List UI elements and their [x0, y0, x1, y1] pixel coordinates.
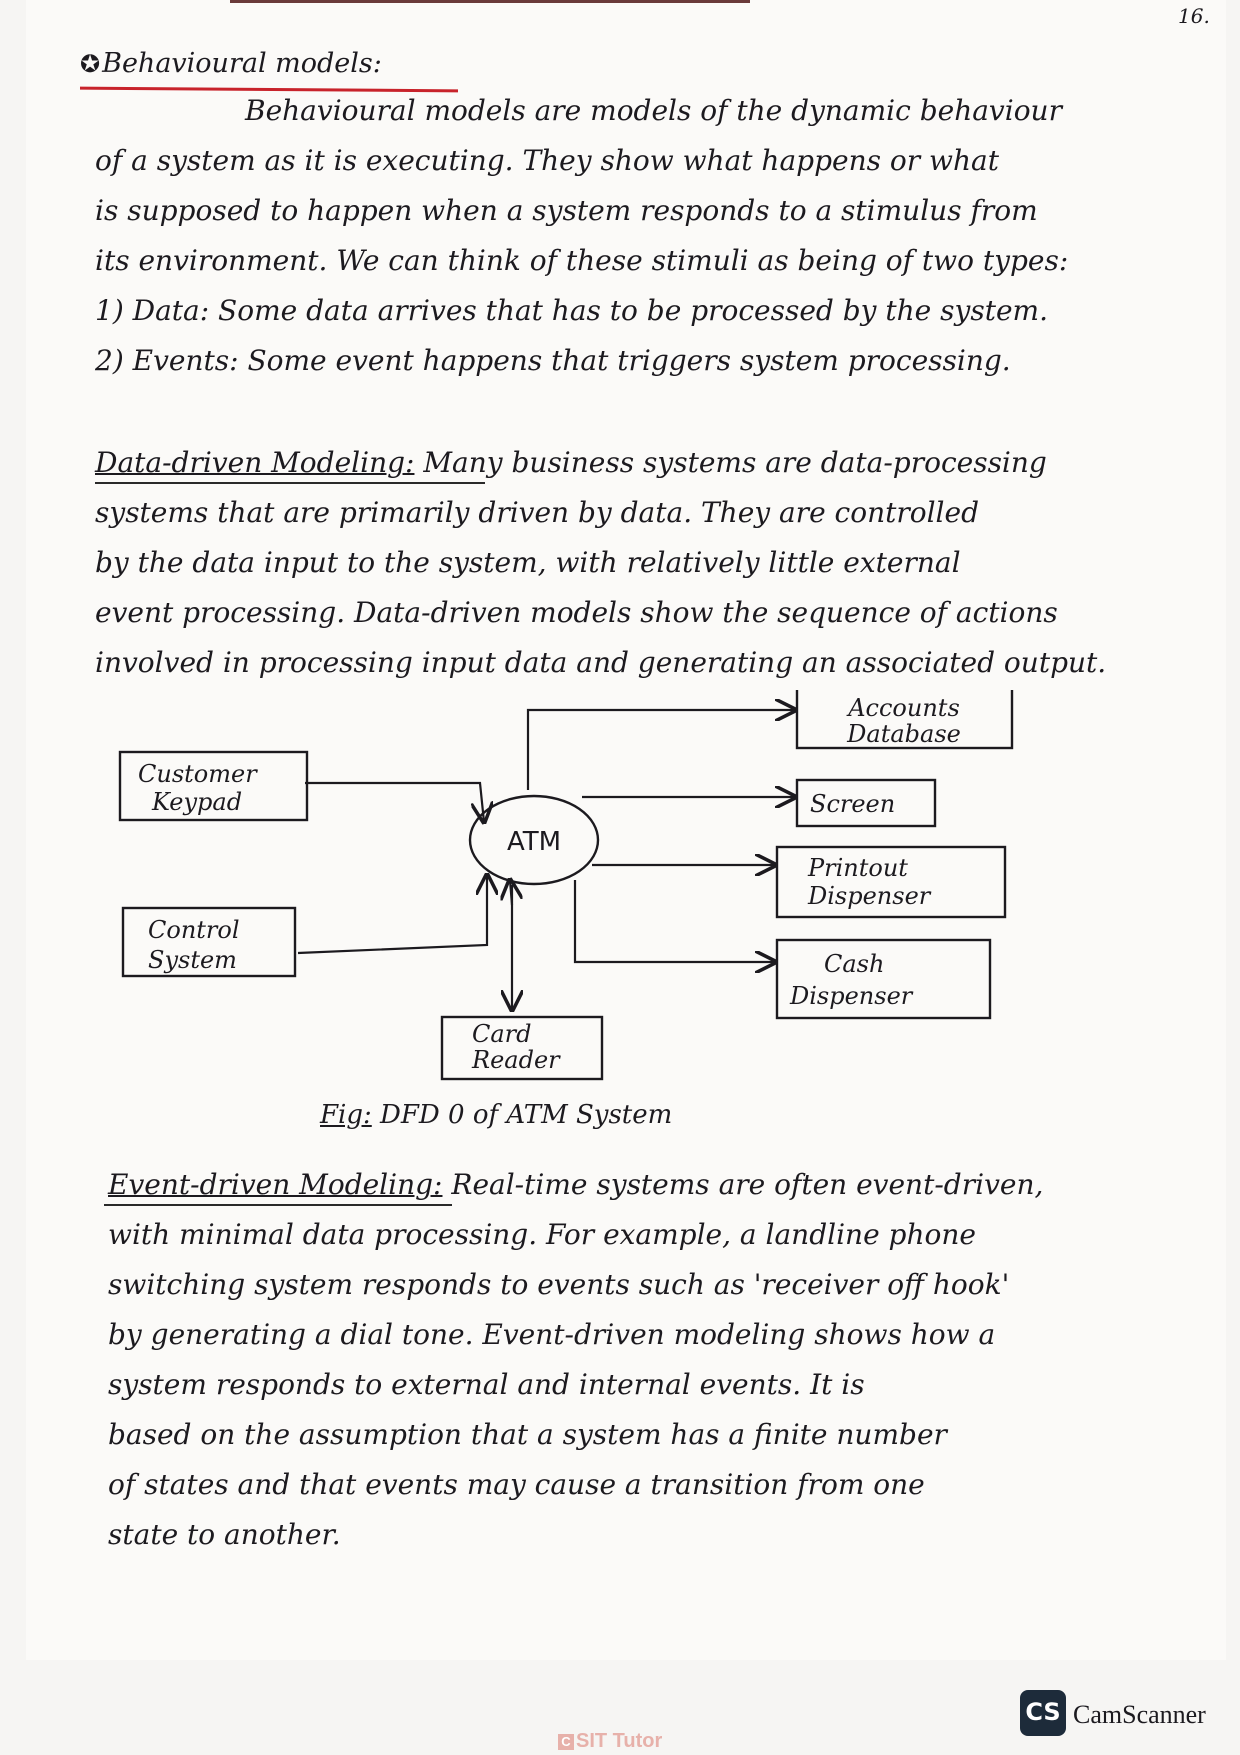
accounts-database-label-1: Accounts — [848, 694, 960, 722]
data-driven-paragraph — [95, 438, 1165, 688]
printout-dispenser-label-2: Dispenser — [808, 882, 931, 910]
camscanner-label: CamScanner — [1073, 1700, 1206, 1729]
control-system-label-2: System — [148, 946, 237, 974]
text-line: is supposed to happen when a system responds to a stimulus from — [95, 194, 1038, 227]
flow-keypad-to-atm — [305, 783, 484, 822]
text-line: by generating a dial tone. Event-driven modeling shows how a — [108, 1318, 996, 1351]
event-driven-first-line: Real-time systems are often event-driven, — [442, 1168, 1044, 1201]
asterisk-bullet-icon: ✪ — [80, 50, 101, 78]
text-line: with minimal data processing. For example, a landline phone — [108, 1218, 976, 1251]
customer-keypad-label-1: Customer — [138, 760, 257, 788]
dfd-diagram — [0, 690, 1240, 1110]
watermark-logo-icon: C — [558, 1734, 574, 1750]
cash-dispenser-label-1: Cash — [824, 950, 885, 978]
sit-tutor-watermark — [558, 1730, 662, 1753]
event-driven-paragraph — [108, 1160, 1178, 1560]
text-line: systems that are primarily driven by data. They are controlled — [95, 496, 980, 529]
intro-paragraph — [95, 86, 1165, 386]
card-reader-label-2: Reader — [472, 1046, 560, 1074]
figure-caption — [320, 1100, 672, 1130]
data-driven-label: Data-driven Modeling: — [95, 446, 415, 479]
text-line: by the data input to the system, with relatively little external — [95, 546, 961, 579]
page-number: 16. — [1178, 4, 1210, 28]
section-heading — [80, 48, 382, 79]
top-edge-line — [230, 0, 750, 3]
data-driven-first-line: Many business systems are data-processing — [414, 446, 1047, 479]
customer-keypad-label-2: Keypad — [152, 788, 243, 816]
text-line — [108, 1160, 1178, 1210]
caption-text: DFD 0 of ATM System — [371, 1100, 673, 1130]
data-driven-rule — [95, 482, 485, 484]
control-system-label-1: Control — [148, 916, 240, 944]
text-line: state to another. — [108, 1518, 341, 1551]
text-line: its environment. We can think of these stimuli as being of two types: — [95, 244, 1069, 277]
screen-label: Screen — [810, 790, 896, 818]
printout-dispenser-label-1: Printout — [808, 854, 908, 882]
event-driven-label: Event-driven Modeling: — [108, 1168, 443, 1201]
atm-label: ATM — [506, 827, 562, 857]
camscanner-logo-icon: CS — [1020, 1690, 1066, 1736]
text-line: 1) Data: Some data arrives that has to be processed by the system. — [95, 294, 1048, 327]
event-driven-rule — [104, 1204, 452, 1206]
heading-text: Behavioural models: — [102, 48, 382, 79]
text-line: switching system responds to events such as 'receiver off hook' — [108, 1268, 1010, 1301]
flow-atm-to-accounts — [528, 710, 795, 790]
flow-card-reader-to-atm — [510, 880, 512, 905]
text-line: of states and that events may cause a transition from one — [108, 1468, 925, 1501]
watermark-text: SIT Tutor — [576, 1730, 663, 1752]
text-line: of a system as it is executing. They show what happens or what — [95, 144, 999, 177]
card-reader-label-1: Card — [472, 1020, 532, 1048]
caption-fig: Fig: — [320, 1100, 372, 1130]
text-line: event processing. Data-driven models show the sequence of actions — [95, 596, 1058, 629]
flow-control-to-atm — [298, 875, 487, 953]
text-line — [95, 438, 1165, 488]
flow-atm-to-cash — [575, 880, 775, 962]
text-line: Behavioural models are models of the dynamic behaviour — [245, 94, 1062, 127]
text-line: 2) Events: Some event happens that triggers system processing. — [95, 344, 1011, 377]
text-line: system responds to external and internal events. It is — [108, 1368, 865, 1401]
text-line: involved in processing input data and generating an associated output. — [95, 646, 1107, 679]
cash-dispenser-label-2: Dispenser — [790, 982, 913, 1010]
text-line: based on the assumption that a system has a finite number — [108, 1418, 947, 1451]
dfd-svg — [0, 690, 1240, 1110]
accounts-database-label-2: Database — [847, 720, 961, 748]
